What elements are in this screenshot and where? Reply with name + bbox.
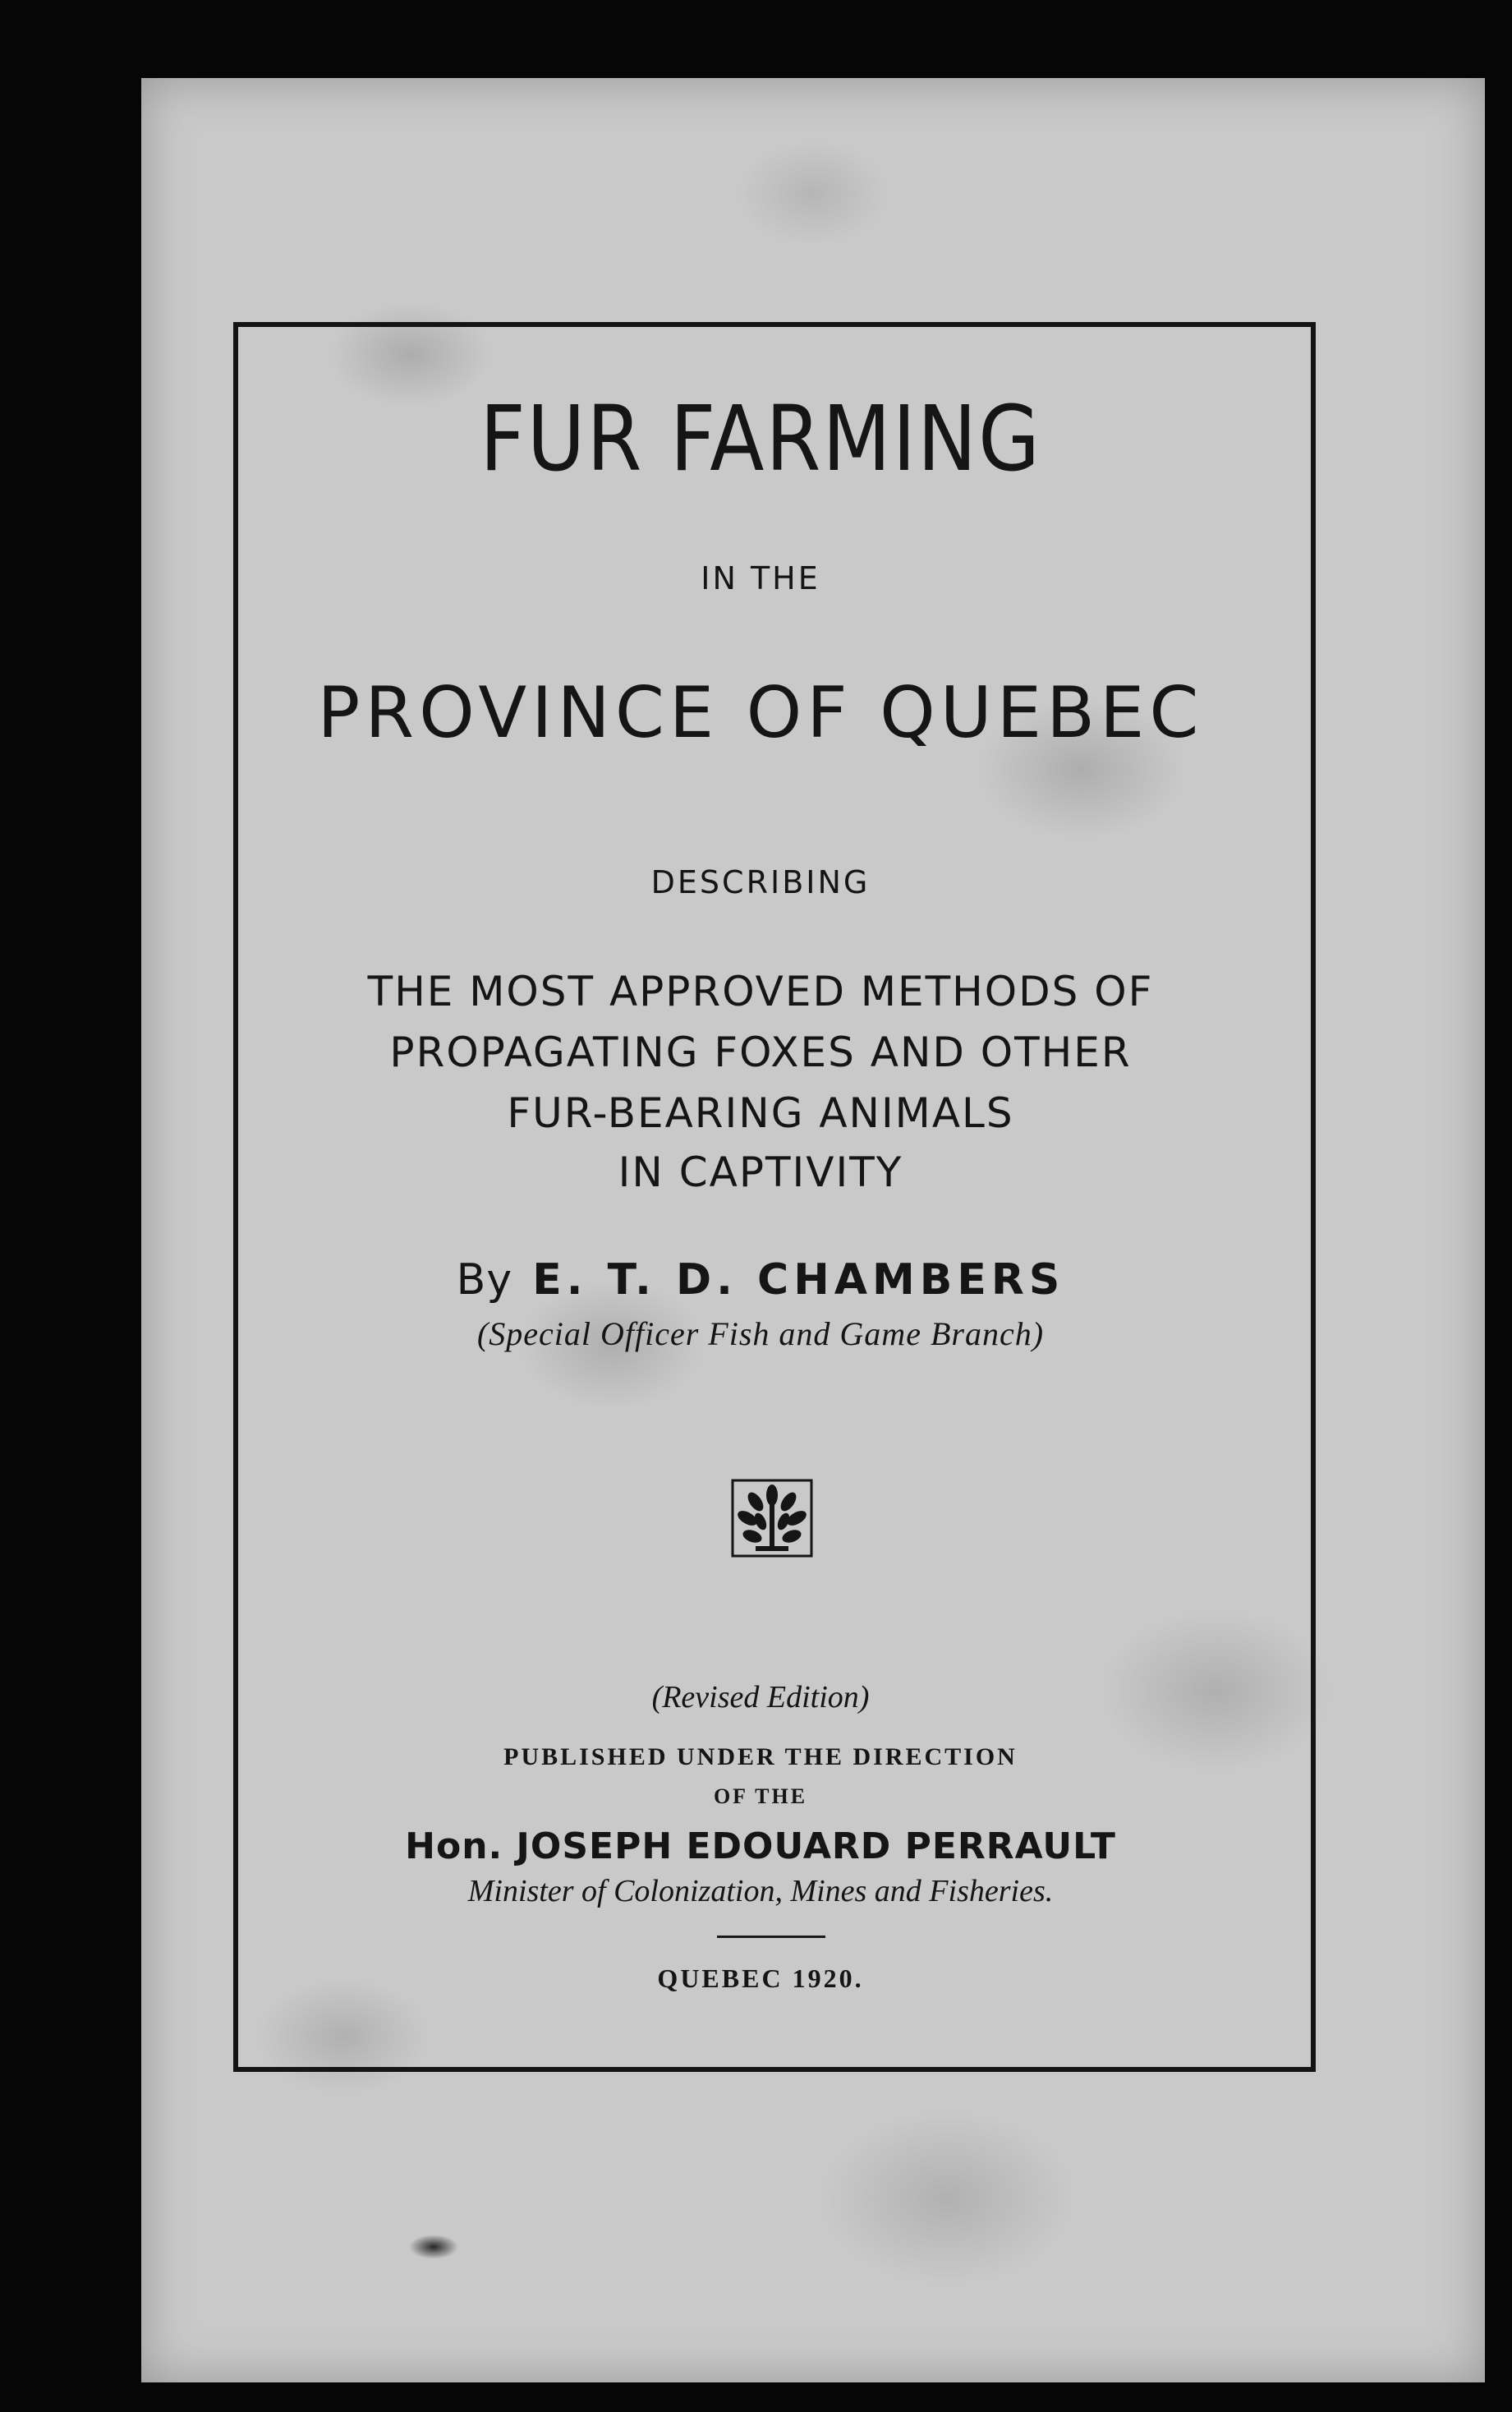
minister-name: Hon. JOSEPH EDOUARD PERRAULT [405, 1825, 1116, 1867]
province-heading: PROVINCE OF QUEBEC [317, 672, 1204, 754]
cover-title: FUR FARMING [480, 386, 1041, 491]
subtitle-in-the: IN THE [701, 560, 820, 596]
author-byline [218, 1255, 1303, 1305]
edition-note: (Revised Edition) [651, 1680, 870, 1715]
ink-smudge [409, 2235, 458, 2259]
methods-line-1: THE MOST APPROVED METHODS OF [367, 968, 1154, 1015]
describing-label: DESCRIBING [650, 864, 871, 900]
author-name: E. T. D. CHAMBERS [532, 1255, 1065, 1305]
methods-line-2: PROPAGATING FOXES AND OTHER [389, 1029, 1132, 1076]
divider-rule [717, 1936, 825, 1938]
methods-line-4: IN CAPTIVITY [618, 1148, 903, 1196]
place-date: QUEBEC 1920. [657, 1963, 864, 1993]
methods-line-3: FUR-BEARING ANIMALS [507, 1089, 1014, 1137]
published-line: PUBLISHED UNDER THE DIRECTION [503, 1743, 1018, 1770]
author-title: (Special Officer Fish and Game Branch) [476, 1315, 1045, 1352]
minister-title: Minister of Colonization, Mines and Fisheries. [467, 1874, 1054, 1908]
by-word: By [456, 1255, 513, 1305]
leaf-ornament-icon [731, 1479, 813, 1558]
of-the-line: OF THE [713, 1784, 808, 1808]
